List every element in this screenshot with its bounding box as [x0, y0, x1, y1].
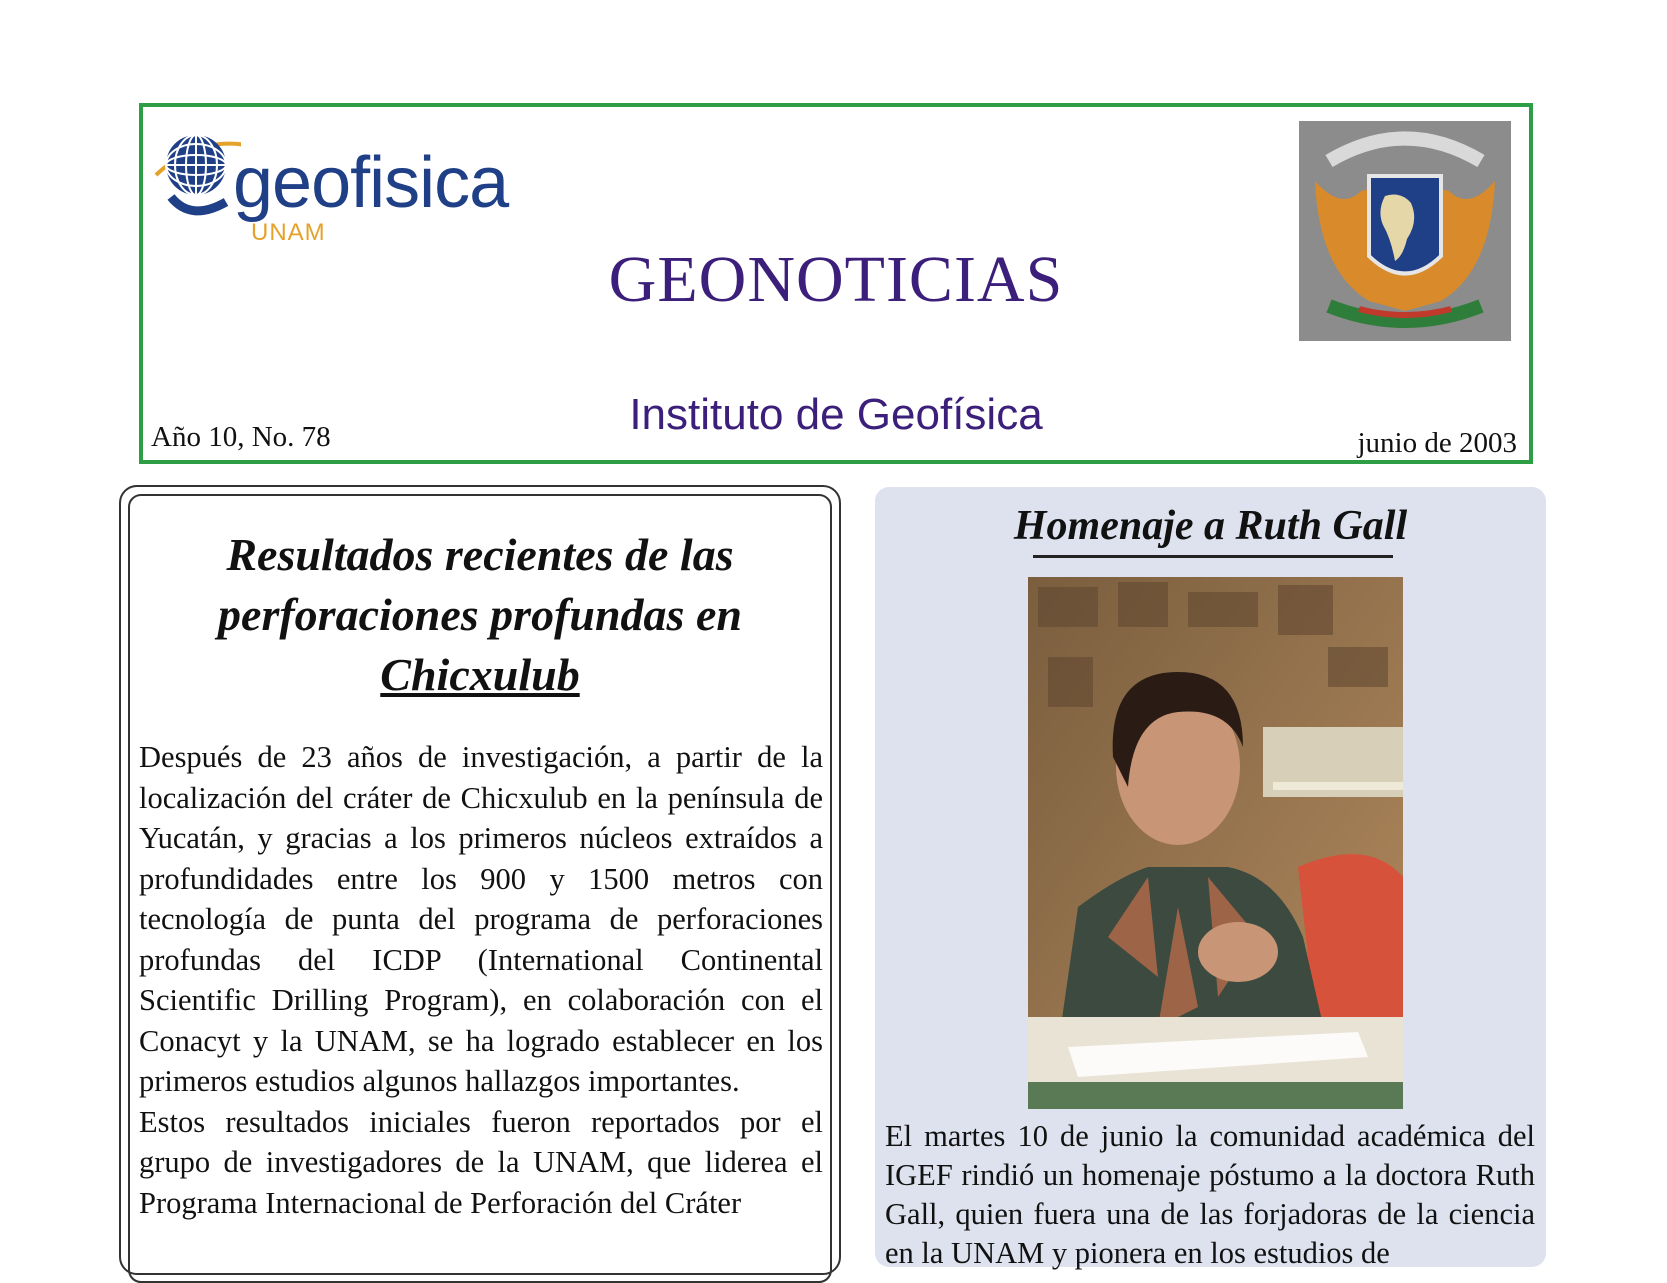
portrait-photo: [1028, 577, 1403, 1109]
article-title-line1: Resultados recientes de las: [226, 529, 734, 580]
article-body: [139, 737, 823, 1223]
article-title-line3: [121, 645, 839, 705]
title-underline: [1033, 555, 1393, 558]
tribute-box: [875, 487, 1546, 1270]
logo-subtext: UNAM: [251, 219, 326, 246]
unam-seal-icon: [1299, 121, 1511, 341]
issue-date: junio de 2003: [1357, 427, 1517, 459]
article-chicxulub: [119, 485, 841, 1275]
article-title: [121, 525, 839, 705]
masthead: [139, 103, 1533, 464]
tribute-body: [885, 1117, 1535, 1273]
globe-icon: [151, 127, 241, 222]
geofisica-logo: [151, 127, 566, 252]
tribute-title: Homenaje a Ruth Gall: [1013, 503, 1408, 549]
logo-text: geofisica: [233, 143, 509, 223]
article-title-line2: perforaciones profundas en: [218, 589, 742, 640]
institute-name: Instituto de Geofísica: [629, 390, 1043, 439]
article-paragraph: Estos resultados iniciales fueron reportados por el grupo de investigadores de la UNAM, que liderea el Programa Internacional de Perforación del Cráter: [139, 1104, 823, 1220]
newsletter-title: GEONOTICIAS: [608, 243, 1064, 316]
issue-number: Año 10, No. 78: [151, 421, 331, 453]
tribute-paragraph: El martes 10 de junio la comunidad académica del IGEF rindió un homenaje póstumo a la doctora Ruth Gall, quien fuera una de las forjadoras de la ciencia en la UNAM y pionera en los estudios de: [885, 1119, 1535, 1270]
article-paragraph: Después de 23 años de investigación, a partir de la localización del cráter de Chicxulub en la península de Yucatán, y gracias a los primeros núcleos extraídos a profundidades entre los 900 y 1500 metros con tecnología de punta del programa de perforaciones profundas del ICDP (International Continental Scientific Drilling Program), en colaboración con el Conacyt y la UNAM, se ha logrado establecer en los primeros estudios algunos hallazgos importantes.: [139, 740, 823, 1098]
article-title-place: Chicxulub: [380, 649, 580, 700]
